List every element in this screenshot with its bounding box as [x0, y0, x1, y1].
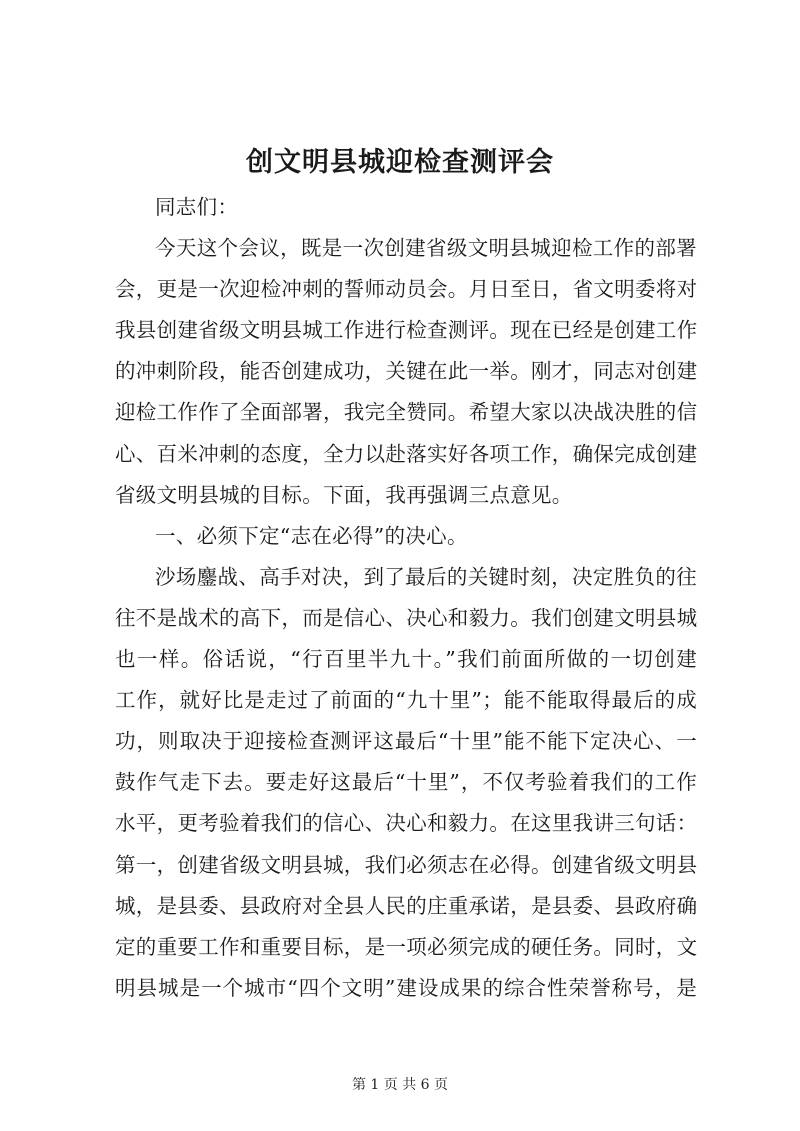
paragraph-line: 鼓作气走下去。要走好这最后“十里”，不仅考验着我们的工作 [115, 770, 697, 795]
paragraph-line: 心、百米冲刺的态度，全力以赴落实好各项工作，确保完成创建 [115, 441, 698, 466]
paragraph-line: 迎检工作作了全面部署，我完全赞同。希望大家以决战决胜的信 [115, 400, 698, 425]
paragraph-line: 今天这个会议，既是一次创建省级文明县城迎检工作的部署 [155, 236, 697, 261]
paragraph-line: 省级文明县城的目标。下面，我再强调三点意见。 [115, 482, 573, 507]
paragraph-line: 城，是县委、县政府对全县人民的庄重承诺，是县委、县政府确 [115, 893, 698, 918]
page-number-footer: 第 1 页 共 6 页 [351, 1077, 449, 1093]
paragraph-line: 沙场鏖战、高手对决，到了最后的关键时刻，决定胜负的往 [155, 564, 697, 589]
paragraph-line: 会，更是一次迎检冲刺的誓师动员会。月日至日，省文明委将对 [115, 277, 698, 302]
section-heading: 一、必须下定“志在必得”的决心。 [155, 523, 468, 548]
paragraph-line: 功，则取决于迎接检查测评这最后“十里”能不能下定决心、一 [115, 729, 697, 754]
paragraph-line: 的冲刺阶段，能否创建成功，关键在此一举。刚才，同志对创建 [115, 359, 698, 384]
paragraph-line: 我县创建省级文明县城工作进行检查测评。现在已经是创建工作 [115, 318, 698, 343]
paragraph-line: 也一样。俗话说，“行百里半九十。”我们前面所做的一切创建 [115, 647, 697, 672]
salutation: 同志们： [155, 195, 239, 219]
paragraph-line: 明县城是一个城市“四个文明”建设成果的综合性荣誉称号，是 [115, 975, 697, 1000]
paragraph-line: 第一，创建省级文明县城，我们必须志在必得。创建省级文明县 [115, 852, 698, 877]
paragraph-line: 往不是战术的高下，而是信心、决心和毅力。我们创建文明县城 [115, 605, 698, 630]
paragraph-line: 水平，更考验着我们的信心、决心和毅力。在这里我讲三句话： [115, 811, 698, 836]
paragraph-line: 定的重要工作和重要目标，是一项必须完成的硬任务。同时，文 [115, 934, 698, 959]
paragraph-line: 工作，就好比是走过了前面的“九十里”；能不能取得最后的成 [115, 688, 697, 713]
document-title: 创文明县城迎检查测评会 [246, 147, 554, 178]
document-body [115, 187, 697, 1009]
